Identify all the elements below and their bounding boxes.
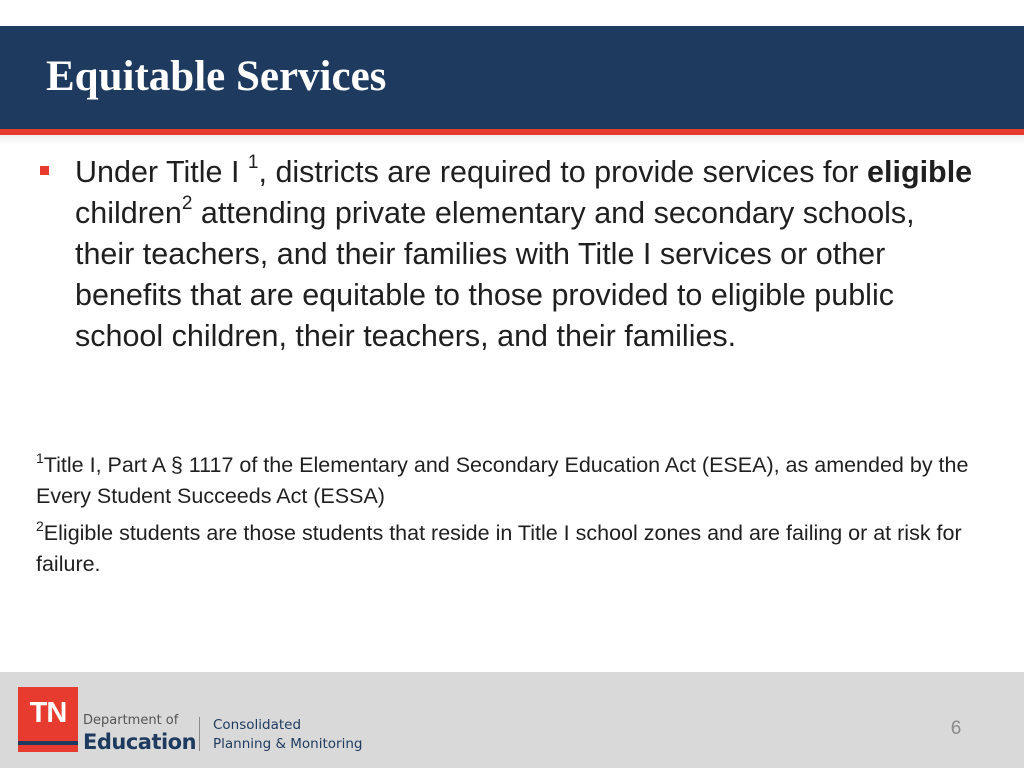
footnotes — [36, 450, 986, 586]
department-name: Education — [83, 730, 197, 754]
footnote-2 — [36, 518, 986, 580]
bullet-text-part: , districts are required to provide services for — [258, 155, 868, 189]
program-name-line1: Consolidated — [213, 717, 302, 733]
tn-logo-stripe — [18, 741, 78, 745]
bullet-item — [75, 152, 976, 357]
bold-term: eligible — [867, 155, 973, 189]
bullet-text-part: children — [75, 196, 182, 230]
bullet-list — [36, 152, 976, 357]
slide-title: Equitable Services — [46, 53, 387, 100]
department-label: Department of — [83, 713, 179, 728]
top-margin — [0, 0, 1024, 26]
footnote-marker: 2 — [36, 517, 44, 534]
accent-shadow — [0, 135, 1024, 145]
footnote-1 — [36, 450, 986, 512]
bullet-text-part: Under Title I — [75, 155, 240, 189]
tn-logo-text: TN — [29, 697, 67, 729]
bullet-text-part: attending private elementary and secondary schools, their teachers, and their families with Title I services or other benefits that are equitable to those provided to eligible public school children, their teachers, and their families. — [75, 196, 915, 353]
program-name-line2: Planning & Monitoring — [213, 736, 363, 752]
footnote-text: Eligible students are those students that reside in Title I school zones and are failing or at risk for failure. — [36, 521, 962, 576]
footnote-ref-2: 2 — [181, 192, 193, 214]
footer-divider — [199, 717, 200, 751]
footnote-marker: 1 — [36, 449, 44, 466]
page-number: 6 — [950, 718, 962, 739]
footnote-ref-1: 1 — [247, 151, 259, 173]
footnote-text: Title I, Part A § 1117 of the Elementary and Secondary Education Act (ESEA), as amended by the Every Student Succeeds Act (ESSA) — [36, 453, 969, 508]
square-bullet-icon — [40, 166, 49, 175]
tn-logo — [18, 687, 78, 752]
